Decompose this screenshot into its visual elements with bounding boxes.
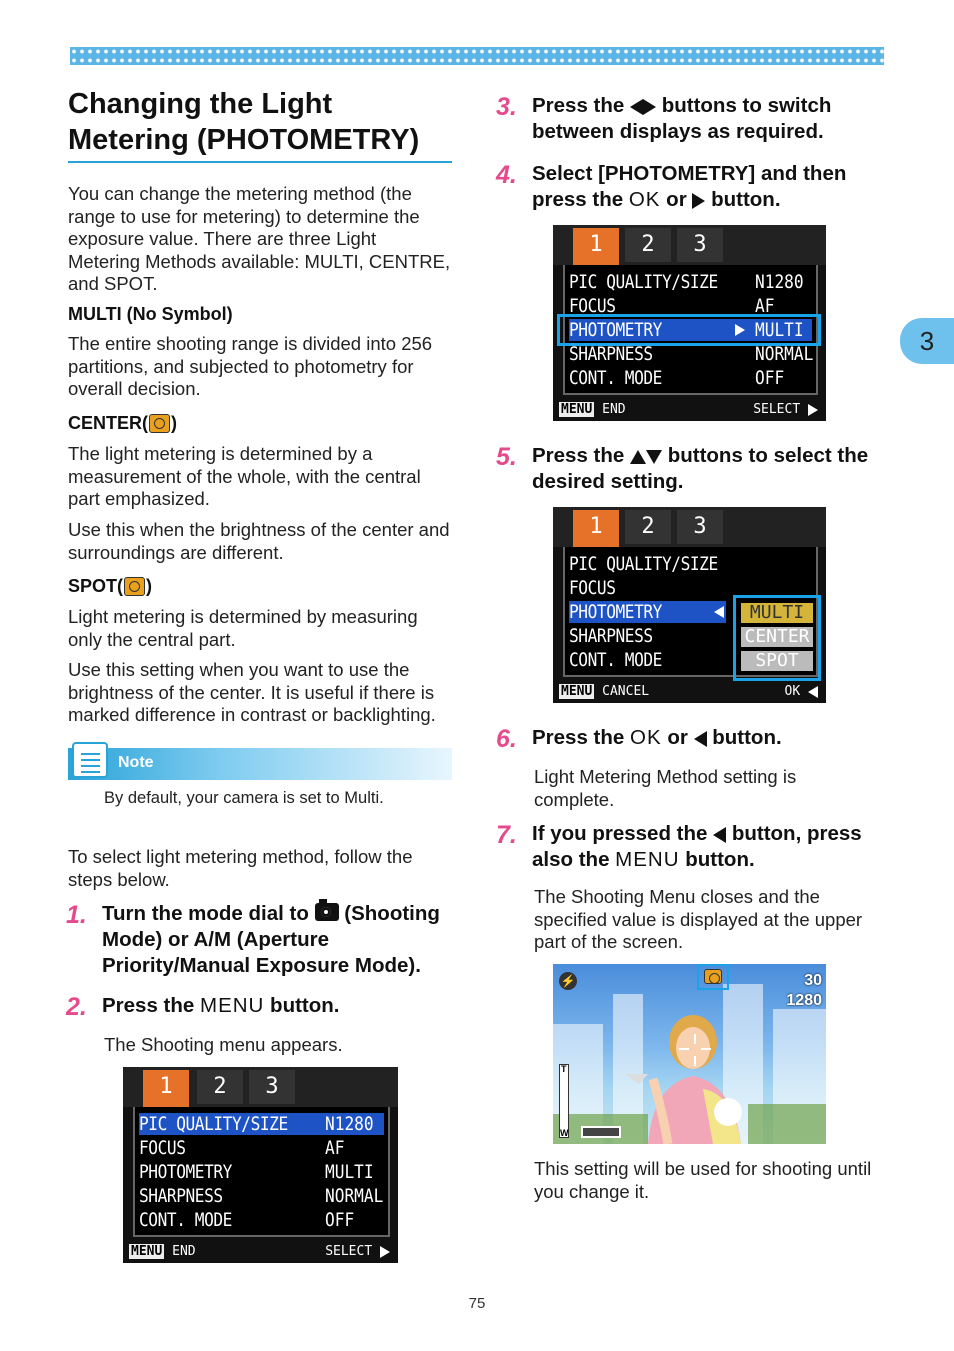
step-7 <box>498 821 888 873</box>
step-6-text-a: Press the <box>532 726 630 749</box>
step-4 <box>498 161 888 213</box>
spot-usage: Use this setting when you want to use the brightness of the center. It is useful if there is marked difference in contrast or backlighting. <box>68 659 436 725</box>
step-text <box>532 725 782 753</box>
lcd-footer-right <box>785 681 818 703</box>
menu-button-label: MENU <box>615 848 680 871</box>
notepad-icon <box>72 742 108 778</box>
step-7-text-c: button. <box>679 848 755 871</box>
step-number: 4. <box>496 161 517 189</box>
center-heading-suffix: ) <box>171 413 177 433</box>
multi-heading: MULTI (No Symbol) <box>68 304 233 324</box>
lcd-footer <box>123 1241 398 1263</box>
lcd-row-value: MULTI <box>325 1161 374 1183</box>
lcd-row-key: PIC QUALITY/SIZE <box>139 1113 288 1135</box>
step-3 <box>498 93 888 145</box>
center-heading <box>68 413 177 434</box>
lcd-tab-bar <box>123 1067 398 1107</box>
selection-highlight <box>557 314 821 346</box>
page-title: Changing the Light Metering (PHOTOMETRY) <box>68 88 420 156</box>
ok-button-label: OK <box>628 188 661 211</box>
step-6-description: Light Metering Method setting is complete. <box>534 766 797 810</box>
option-list <box>741 601 815 675</box>
remaining-shots: 30 <box>804 972 822 989</box>
lcd-row-key: SHARPNESS <box>139 1185 223 1207</box>
lcd-row-key: FOCUS <box>569 577 616 599</box>
lcd-row-value: OFF <box>755 367 785 389</box>
step-6 <box>498 725 888 753</box>
lcd-tab-1: 1 <box>143 1070 189 1110</box>
lcd-tab-3: 3 <box>249 1070 295 1104</box>
lcd-row-key: PHOTOMETRY <box>569 319 662 341</box>
step-number: 7. <box>496 821 517 849</box>
zoom-wide-label: W <box>560 1128 569 1138</box>
intro-paragraph: You can change the metering method (the range to use for metering) to determine the exposure value. There are three Light Metering Methods available: MULTI, CENTRE, and SPOT. <box>68 183 451 294</box>
page-number: 75 <box>468 1295 486 1312</box>
option-spot: SPOT <box>741 651 813 671</box>
camera-preview-image <box>553 964 826 1144</box>
zoom-bar <box>559 1064 569 1138</box>
step-number: 2. <box>66 993 87 1021</box>
lcd-footer-left <box>559 681 649 703</box>
lcd-row-value: N1280 <box>325 1113 374 1135</box>
lcd-tab-2: 2 <box>625 510 671 544</box>
top-decorative-band <box>70 47 884 65</box>
lcd-row <box>569 367 812 389</box>
step-text <box>102 993 340 1021</box>
center-heading-prefix: CENTER( <box>68 413 148 433</box>
lcd-tab-1: 1 <box>573 510 619 550</box>
spot-heading-suffix: ) <box>146 576 153 596</box>
lcd-shooting-menu <box>123 1067 398 1263</box>
lcd-tab-2: 2 <box>197 1070 243 1104</box>
center-metering-icon <box>704 969 722 984</box>
step-1 <box>68 901 458 979</box>
lcd-photometry-selected <box>553 225 826 421</box>
left-arrow-icon <box>713 827 726 843</box>
cancel-label: CANCEL <box>602 684 650 699</box>
step-5 <box>498 443 888 495</box>
step-number: 5. <box>496 443 517 471</box>
menu-key-label: MENU <box>131 1244 163 1259</box>
step-4-text-a: Select [PHOTOMETRY] and then press the <box>532 162 847 211</box>
step-number: 3. <box>496 93 517 121</box>
step-2 <box>68 993 458 1021</box>
step-2-description: The Shooting menu appears. <box>104 1034 343 1055</box>
step-2-text-b: button. <box>264 994 340 1017</box>
step-4-text-b: button. <box>705 188 781 211</box>
ok-button-label: OK <box>630 726 662 749</box>
select-label: SELECT <box>325 1244 373 1259</box>
ok-label: OK <box>784 684 801 699</box>
select-label: SELECT <box>753 402 801 417</box>
lcd-footer <box>553 681 826 703</box>
lcd-row-key: PIC QUALITY/SIZE <box>569 271 718 293</box>
step-3-text-a: Press the <box>532 94 630 117</box>
center-metering-icon <box>149 414 170 433</box>
zoom-tele-label: T <box>561 1064 567 1074</box>
step-1-text-b: (Shooting Mode) or A/M (Aperture Priority/Manual Exposure Mode). <box>102 902 440 977</box>
down-arrow-icon <box>646 450 662 464</box>
lcd-row-key: PHOTOMETRY <box>139 1161 232 1183</box>
left-arrow-icon <box>694 731 707 747</box>
lcd-row-key: CONT. MODE <box>569 367 662 389</box>
lcd-footer-left <box>129 1241 196 1263</box>
lcd-footer-right <box>753 399 818 421</box>
lcd-row-value: OFF <box>325 1209 355 1231</box>
lcd-row-key: SHARPNESS <box>569 343 653 365</box>
note-banner <box>68 748 452 780</box>
step-6-text-b: button. <box>706 726 782 749</box>
option-multi: MULTI <box>741 603 813 623</box>
lcd-row <box>569 271 812 293</box>
lcd-tab-bar <box>553 507 826 547</box>
lcd-footer-right <box>325 1241 390 1263</box>
end-label: END <box>172 1244 196 1259</box>
left-arrow-icon <box>630 99 643 115</box>
lcd-row <box>139 1185 384 1207</box>
menu-key-label: MENU <box>561 402 593 417</box>
lcd-row-key: CONT. MODE <box>569 649 662 671</box>
lcd-row-key: FOCUS <box>569 295 616 317</box>
lcd-row-value: NORMAL <box>755 343 814 365</box>
menu-button-label: MENU <box>200 994 265 1017</box>
step-5-text-a: Press the <box>532 444 630 467</box>
menu-key-label: MENU <box>561 684 593 699</box>
step-5-text-b: buttons to select the desired setting. <box>532 444 869 493</box>
lcd-tab-3: 3 <box>677 228 723 262</box>
step-text <box>532 821 888 873</box>
lcd-footer-left <box>559 399 626 421</box>
lcd-row-key: FOCUS <box>139 1137 186 1159</box>
flash-off-icon: ⚡ <box>560 974 576 988</box>
battery-icon <box>581 1126 621 1138</box>
lcd-row-value: N1280 <box>755 271 804 293</box>
lcd-tab-3: 3 <box>677 510 723 544</box>
lcd-tab-1: 1 <box>573 228 619 268</box>
lcd-row <box>139 1161 384 1183</box>
left-arrow-icon <box>714 606 724 618</box>
spot-heading-prefix: SPOT( <box>68 576 124 596</box>
lcd-menu-body <box>133 1107 390 1237</box>
chapter-tab: 3 <box>900 318 954 364</box>
right-arrow-icon <box>692 193 705 209</box>
lcd-tab-2: 2 <box>625 228 671 262</box>
step-number: 1. <box>66 901 87 929</box>
end-label: END <box>602 402 626 417</box>
note-label: Note <box>118 754 154 771</box>
follow-steps-text: To select light metering method, follow the steps below. <box>68 846 413 890</box>
up-arrow-icon <box>630 450 646 464</box>
lcd-row <box>139 1209 384 1231</box>
step-1-text-a: Turn the mode dial to <box>102 902 315 925</box>
right-arrow-icon <box>808 404 818 416</box>
focus-frame <box>679 1034 711 1066</box>
lcd-row-value: NORMAL <box>325 1185 384 1207</box>
lcd-row-key: CONT. MODE <box>139 1209 232 1231</box>
step-4-text-c: or <box>660 188 693 211</box>
spot-heading <box>68 576 152 597</box>
step-text <box>532 93 888 145</box>
step-3-text-b: buttons to switch between displays as required. <box>532 94 832 143</box>
step-2-text-a: Press the <box>102 994 200 1017</box>
camera-icon <box>315 903 339 921</box>
lcd-tab-bar <box>553 225 826 265</box>
option-center: CENTER <box>741 627 813 647</box>
final-note: This setting will be used for shooting until you change it. <box>534 1158 872 1202</box>
lcd-footer <box>553 399 826 421</box>
spot-description: Light metering is determined by measuring only the central part. <box>68 606 418 650</box>
lcd-row-key: PHOTOMETRY <box>569 601 662 623</box>
lcd-row <box>569 553 812 575</box>
left-arrow-icon <box>808 686 818 698</box>
lcd-row <box>139 1113 384 1135</box>
lcd-row-key: SHARPNESS <box>569 625 653 647</box>
lcd-row-key: PIC QUALITY/SIZE <box>569 553 718 575</box>
center-usage: Use this when the brightness of the center and surroundings are different. <box>68 519 450 563</box>
step-7-text-a: If you pressed the <box>532 822 714 845</box>
note-text: By default, your camera is set to Multi. <box>104 789 384 807</box>
step-text <box>532 443 888 495</box>
lcd-row <box>569 343 812 365</box>
image-size: 1280 <box>786 992 822 1009</box>
lcd-row-value: AF <box>325 1137 345 1159</box>
step-number: 6. <box>496 725 517 753</box>
step-text <box>532 161 888 213</box>
step-7-text-b: button, press also the <box>532 822 862 871</box>
step-7-description: The Shooting Menu closes and the specified value is displayed at the upper part of the screen. <box>534 886 863 952</box>
multi-description: The entire shooting range is divided into 256 partitions, and subjected to photometry for overall decision. <box>68 333 433 399</box>
right-arrow-icon <box>643 99 656 115</box>
spot-metering-icon <box>124 577 145 596</box>
lcd-row <box>569 601 726 623</box>
lcd-row <box>139 1137 384 1159</box>
title-underline <box>68 161 452 163</box>
step-6-text-c: or <box>661 726 694 749</box>
lcd-row-value: MULTI <box>755 319 804 341</box>
right-arrow-icon <box>380 1246 390 1258</box>
step-text <box>102 901 458 979</box>
lcd-photometry-options <box>553 507 826 703</box>
center-description: The light metering is determined by a measurement of the whole, with the central part emphasized. <box>68 443 421 509</box>
lcd-row-value: AF <box>755 295 775 317</box>
